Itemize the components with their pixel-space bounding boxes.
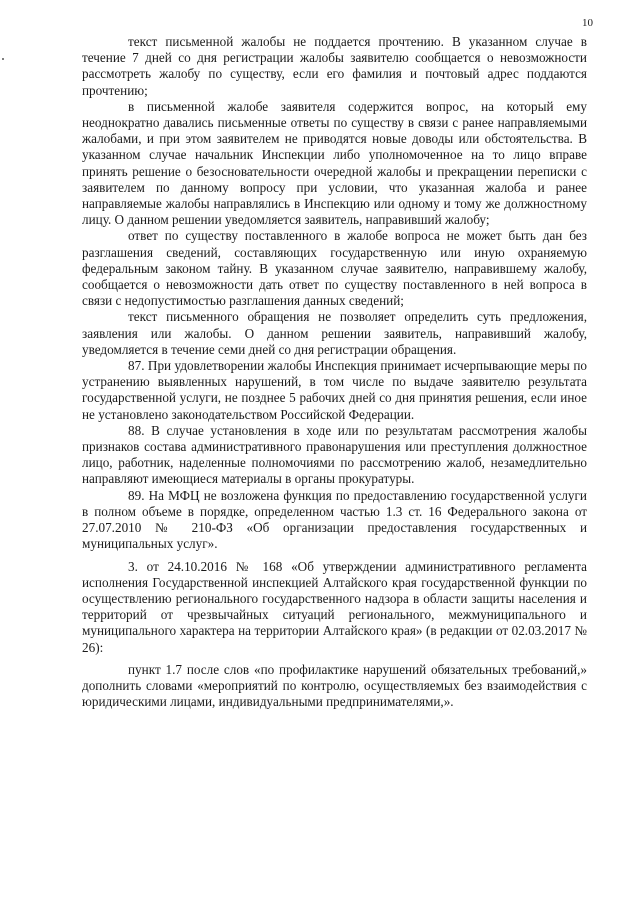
paragraph-unreadable-complaint: текст письменной жалобы не поддается прочтению. В указанном случае в течение 7 дней со дня регистрации жалобы заявителю сообщается о невозможности рассмотреть жалобу по существу, если его фамилия и почтовый адрес поддаются прочтению; <box>82 34 587 98</box>
document-body <box>82 34 587 710</box>
scan-mark <box>2 58 4 60</box>
paragraph-item-3: 3. от 24.10.2016 № 168 «Об утверждении административного регламента исполнения Государственной инспекцией Алтайского края государственной функции по осуществлению регионального государственного надзора в области защиты населения и территорий от чрезвычайных ситуаций регионального, межмуниципального и муниципального характера на территории Алтайского края» (в редакции от 02.03.2017 № 26): <box>82 558 587 655</box>
paragraph-89: 89. На МФЦ не возложена функция по предоставлению государственной услуги в полном объеме в порядке, определенном частью 1.3 ст. 16 Федерального закона от 27.07.2010 № 210-ФЗ «Об организации предоставления государственных и муниципальных услуг». <box>82 487 587 552</box>
page-number: 10 <box>582 17 593 29</box>
paragraph-clause-1-7: пункт 1.7 после слов «по профилактике нарушений обязательных требований,» дополнить словами «мероприятий по контролю, осуществляемых без взаимодействия с юридическими лицами, индивидуальными предпринимателями,». <box>82 661 587 710</box>
paragraph-undefined-essence: текст письменного обращения не позволяет определить суть предложения, заявления или жалобы. О данном решении заявитель, направивший жалобу, уведомляется в течение семи дней со дня регистрации обращения. <box>82 309 587 357</box>
paragraph-repeated-question: в письменной жалобе заявителя содержится вопрос, на который ему неоднократно давались письменные ответы по существу в связи с ранее направляемыми жалобами, и при этом заявителем не приводятся новые доводы или обстоятельства. В указанном случае начальник Инспекции либо уполномоченное на то лицо вправе принять решение о безосновательности очередной жалобы и прекращении переписки с заявителем по данному вопросу при условии, что указанная жалоба и ранее направляемые жалобы направлялись в Инспекцию или одному и тому же должностному лицу. О данном решении уведомляется заявитель, направивший жалобу; <box>82 98 587 228</box>
paragraph-88: 88. В случае установления в ходе или по результатам рассмотрения жалобы признаков состава административного правонарушения или преступления должностное лицо, работник, наделенные полномочиями по рассмотрению жалоб, незамедлительно направляют имеющиеся материалы в органы прокуратуры. <box>82 422 587 487</box>
paragraph-87: 87. При удовлетворении жалобы Инспекция принимает исчерпывающие меры по устранению выявленных нарушений, в том числе по выдаче заявителю результата государственной услуги, не позднее 5 рабочих дней со дня принятия решения, если иное не установлено законодательством Российской Федерации. <box>82 358 587 422</box>
paragraph-state-secret: ответ по существу поставленного в жалобе вопроса не может быть дан без разглашения сведений, составляющих государственную или иную охраняемую федеральным законом тайну. В указанном случае заявителю, направившему жалобу, сообщается о невозможности дать ответ по существу поставленного в ней вопроса в связи с недопустимостью разглашения данных сведений; <box>82 228 587 309</box>
